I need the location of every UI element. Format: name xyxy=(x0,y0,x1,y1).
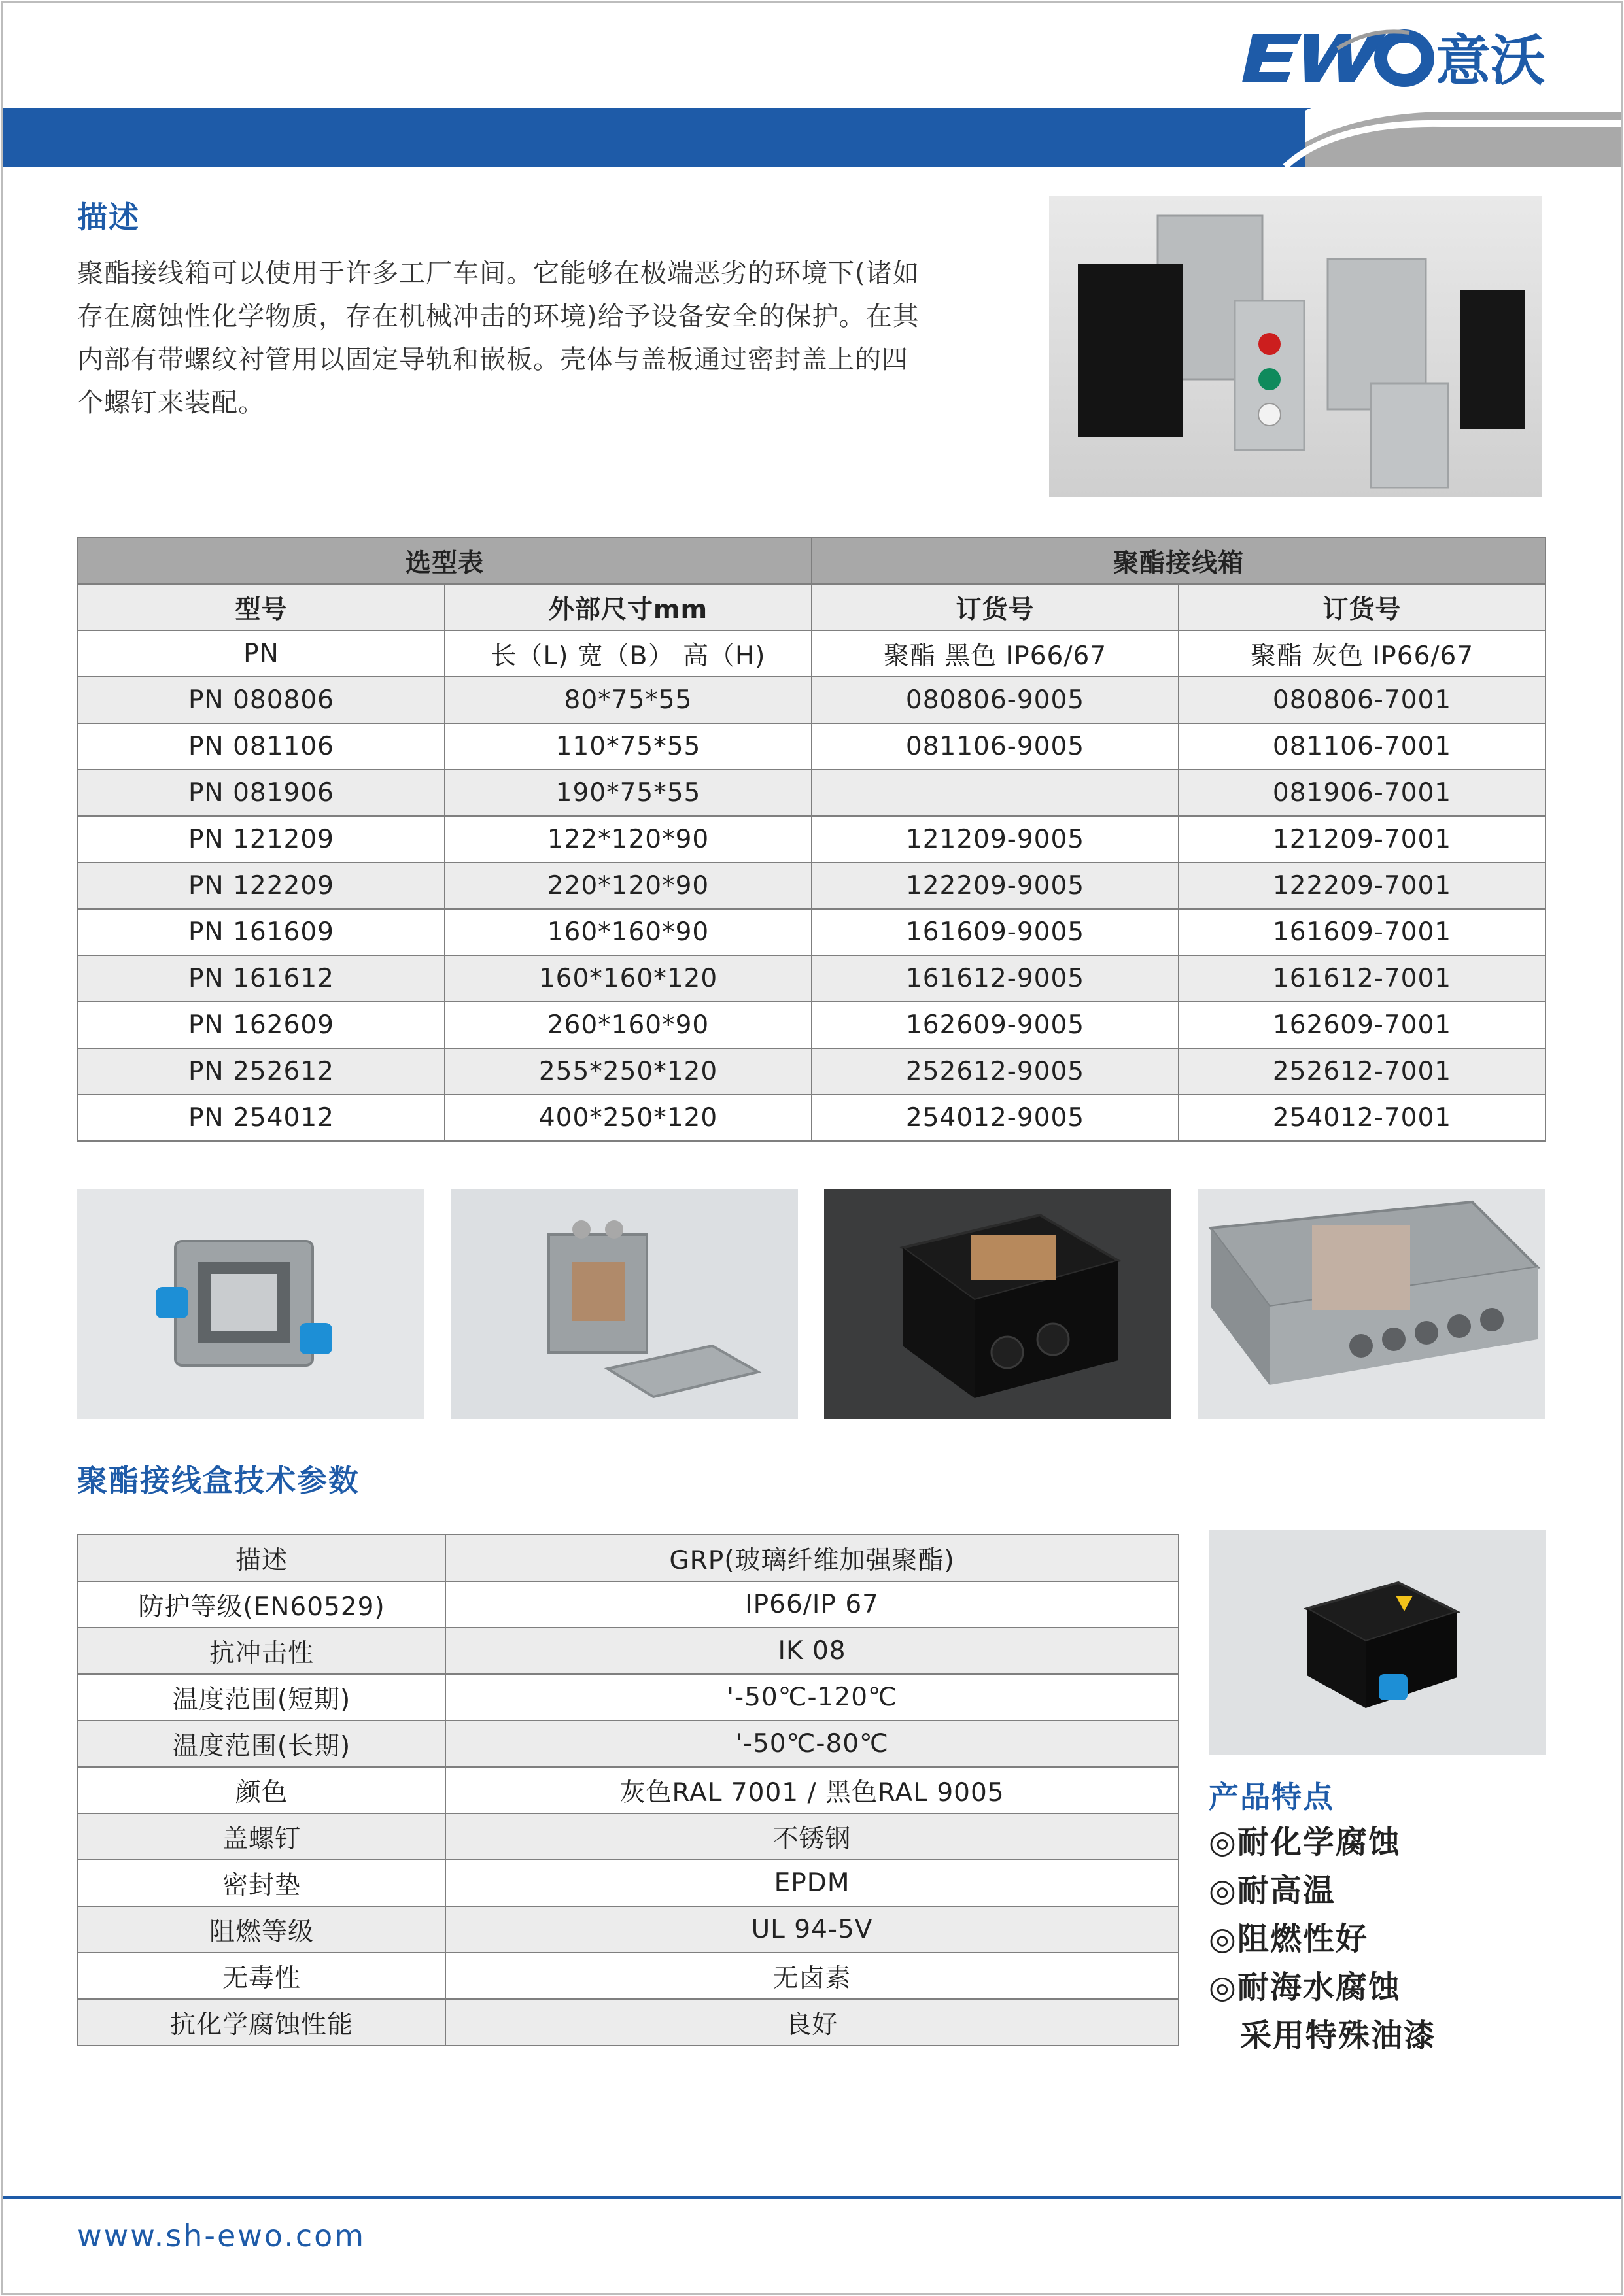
spec-value: 灰色RAL 7001 / 黑色RAL 9005 xyxy=(445,1767,1179,1813)
table-cell: 160*160*90 xyxy=(445,909,812,955)
column-header: 订货号 xyxy=(1179,584,1546,630)
table-cell: PN 122209 xyxy=(78,863,445,909)
spec-row xyxy=(78,1581,1179,1628)
table-cell: 260*160*90 xyxy=(445,1002,812,1048)
table-cell: 161609-9005 xyxy=(812,909,1179,955)
column-subheader: PN xyxy=(78,630,445,677)
group-header-product: 聚酯接线箱 xyxy=(812,538,1546,584)
header-band xyxy=(3,108,1621,167)
feature-item: ◎耐高温 xyxy=(1209,1872,1336,1909)
table-row xyxy=(78,909,1546,955)
table-cell: 400*250*120 xyxy=(445,1095,812,1141)
table-cell: 254012-7001 xyxy=(1179,1095,1546,1141)
spec-row xyxy=(78,1999,1179,2046)
table-header-row xyxy=(78,584,1546,630)
spec-row xyxy=(78,1906,1179,1953)
product-photo-2 xyxy=(451,1189,798,1419)
ewo-logo xyxy=(1239,20,1566,92)
table-row xyxy=(78,863,1546,909)
product-photo-1 xyxy=(77,1189,424,1419)
spec-value: UL 94-5V xyxy=(445,1906,1179,1953)
spec-row xyxy=(78,1721,1179,1767)
spec-label: 温度范围(长期) xyxy=(78,1721,445,1767)
column-header: 型号 xyxy=(78,584,445,630)
description-line: 聚酯接线箱可以使用于许多工厂车间。它能够在极端恶劣的环境下(诸如 xyxy=(77,258,920,288)
footer-website-link[interactable]: www.sh-ewo.com xyxy=(77,2218,366,2253)
column-header: 外部尺寸mm xyxy=(445,584,812,630)
table-cell: 121209-7001 xyxy=(1179,816,1546,863)
table-cell: 255*250*120 xyxy=(445,1048,812,1095)
table-cell: 081106-9005 xyxy=(812,723,1179,770)
feature-item: ◎阻燃性好 xyxy=(1209,1921,1368,1957)
table-group-header-row xyxy=(78,538,1546,584)
spec-value: IP66/IP 67 xyxy=(445,1581,1179,1628)
product-photo-4 xyxy=(1198,1189,1545,1419)
column-subheader: 聚酯 黑色 IP66/67 xyxy=(812,630,1179,677)
spec-value: 无卤素 xyxy=(445,1953,1179,1999)
black-box-photo xyxy=(1209,1530,1546,1755)
logo-cn-text: 意沃 xyxy=(1436,29,1546,92)
table-row xyxy=(78,955,1546,1002)
group-header-selection: 选型表 xyxy=(78,538,812,584)
spec-label: 阻燃等级 xyxy=(78,1906,445,1953)
description-line: 存在腐蚀性化学物质，存在机械冲击的环境)给予设备安全的保护。在其 xyxy=(77,301,920,332)
selection-table xyxy=(77,537,1546,1142)
spec-value: GRP(玻璃纤维加强聚酯) xyxy=(445,1535,1179,1581)
product-photo-3 xyxy=(824,1189,1171,1419)
product-group-photo xyxy=(1049,196,1542,497)
tech-title: 聚酯接线盒技术参数 xyxy=(77,1463,360,1498)
table-cell: PN 254012 xyxy=(78,1095,445,1141)
table-cell xyxy=(812,770,1179,816)
table-cell: 252612-9005 xyxy=(812,1048,1179,1095)
table-cell: 190*75*55 xyxy=(445,770,812,816)
table-cell: 122*120*90 xyxy=(445,816,812,863)
spec-label: 抗化学腐蚀性能 xyxy=(78,1999,445,2046)
table-cell: 161609-7001 xyxy=(1179,909,1546,955)
table-cell: 081106-7001 xyxy=(1179,723,1546,770)
table-cell: 162609-9005 xyxy=(812,1002,1179,1048)
spec-row xyxy=(78,1535,1179,1581)
features-title: 产品特点 xyxy=(1209,1779,1334,1815)
table-cell: 122209-9005 xyxy=(812,863,1179,909)
description-line: 个螺钉来装配。 xyxy=(77,388,265,418)
table-cell: 80*75*55 xyxy=(445,677,812,723)
table-cell: PN 121209 xyxy=(78,816,445,863)
spec-value: 良好 xyxy=(445,1999,1179,2046)
table-cell: PN 161609 xyxy=(78,909,445,955)
spec-value: '-50℃-80℃ xyxy=(445,1721,1179,1767)
table-cell: 080806-9005 xyxy=(812,677,1179,723)
spec-label: 密封垫 xyxy=(78,1860,445,1906)
spec-label: 描述 xyxy=(78,1535,445,1581)
table-row xyxy=(78,816,1546,863)
spec-row xyxy=(78,1953,1179,1999)
tech-spec-table xyxy=(77,1534,1179,2046)
description-line: 内部有带螺纹衬管用以固定导轨和嵌板。壳体与盖板通过密封盖上的四 xyxy=(77,345,908,375)
spec-label: 防护等级(EN60529) xyxy=(78,1581,445,1628)
table-cell: 122209-7001 xyxy=(1179,863,1546,909)
spec-label: 温度范围(短期) xyxy=(78,1674,445,1721)
spec-row xyxy=(78,1674,1179,1721)
table-cell: 254012-9005 xyxy=(812,1095,1179,1141)
table-cell: 080806-7001 xyxy=(1179,677,1546,723)
table-cell: PN 161612 xyxy=(78,955,445,1002)
table-cell: PN 162609 xyxy=(78,1002,445,1048)
features-list xyxy=(1209,1818,1436,2060)
table-cell: PN 252612 xyxy=(78,1048,445,1095)
spec-row xyxy=(78,1767,1179,1813)
feature-item: ◎耐海水腐蚀 xyxy=(1209,1969,1401,2006)
table-cell: 110*75*55 xyxy=(445,723,812,770)
table-subheader-row xyxy=(78,630,1546,677)
column-subheader: 聚酯 灰色 IP66/67 xyxy=(1179,630,1546,677)
spec-label: 盖螺钉 xyxy=(78,1813,445,1860)
spec-value: IK 08 xyxy=(445,1628,1179,1674)
table-cell: 160*160*120 xyxy=(445,955,812,1002)
description-title: 描述 xyxy=(77,199,140,235)
table-row xyxy=(78,677,1546,723)
column-subheader: 长（L) 宽（B） 高（H) xyxy=(445,630,812,677)
table-cell: 161612-7001 xyxy=(1179,955,1546,1002)
feature-item-continuation: 采用特殊油漆 xyxy=(1240,2017,1437,2054)
table-row xyxy=(78,1095,1546,1141)
table-row xyxy=(78,770,1546,816)
spec-label: 无毒性 xyxy=(78,1953,445,1999)
table-cell: 161612-9005 xyxy=(812,955,1179,1002)
table-cell: PN 080806 xyxy=(78,677,445,723)
spec-row xyxy=(78,1813,1179,1860)
ewo-logo-mark xyxy=(1242,31,1428,82)
description-text xyxy=(77,252,993,424)
table-cell: 162609-7001 xyxy=(1179,1002,1546,1048)
table-row xyxy=(78,1048,1546,1095)
table-cell: 252612-7001 xyxy=(1179,1048,1546,1095)
table-row xyxy=(78,723,1546,770)
table-cell: PN 081906 xyxy=(78,770,445,816)
table-cell: 220*120*90 xyxy=(445,863,812,909)
spec-row xyxy=(78,1628,1179,1674)
spec-value: EPDM xyxy=(445,1860,1179,1906)
table-cell: PN 081106 xyxy=(78,723,445,770)
feature-item: ◎耐化学腐蚀 xyxy=(1209,1824,1401,1860)
column-header: 订货号 xyxy=(812,584,1179,630)
table-cell: 081906-7001 xyxy=(1179,770,1546,816)
table-cell: 121209-9005 xyxy=(812,816,1179,863)
spec-row xyxy=(78,1860,1179,1906)
spec-value: '-50℃-120℃ xyxy=(445,1674,1179,1721)
table-row xyxy=(78,1002,1546,1048)
spec-label: 颜色 xyxy=(78,1767,445,1813)
footer-divider xyxy=(3,2196,1621,2199)
spec-value: 不锈钢 xyxy=(445,1813,1179,1860)
spec-label: 抗冲击性 xyxy=(78,1628,445,1674)
